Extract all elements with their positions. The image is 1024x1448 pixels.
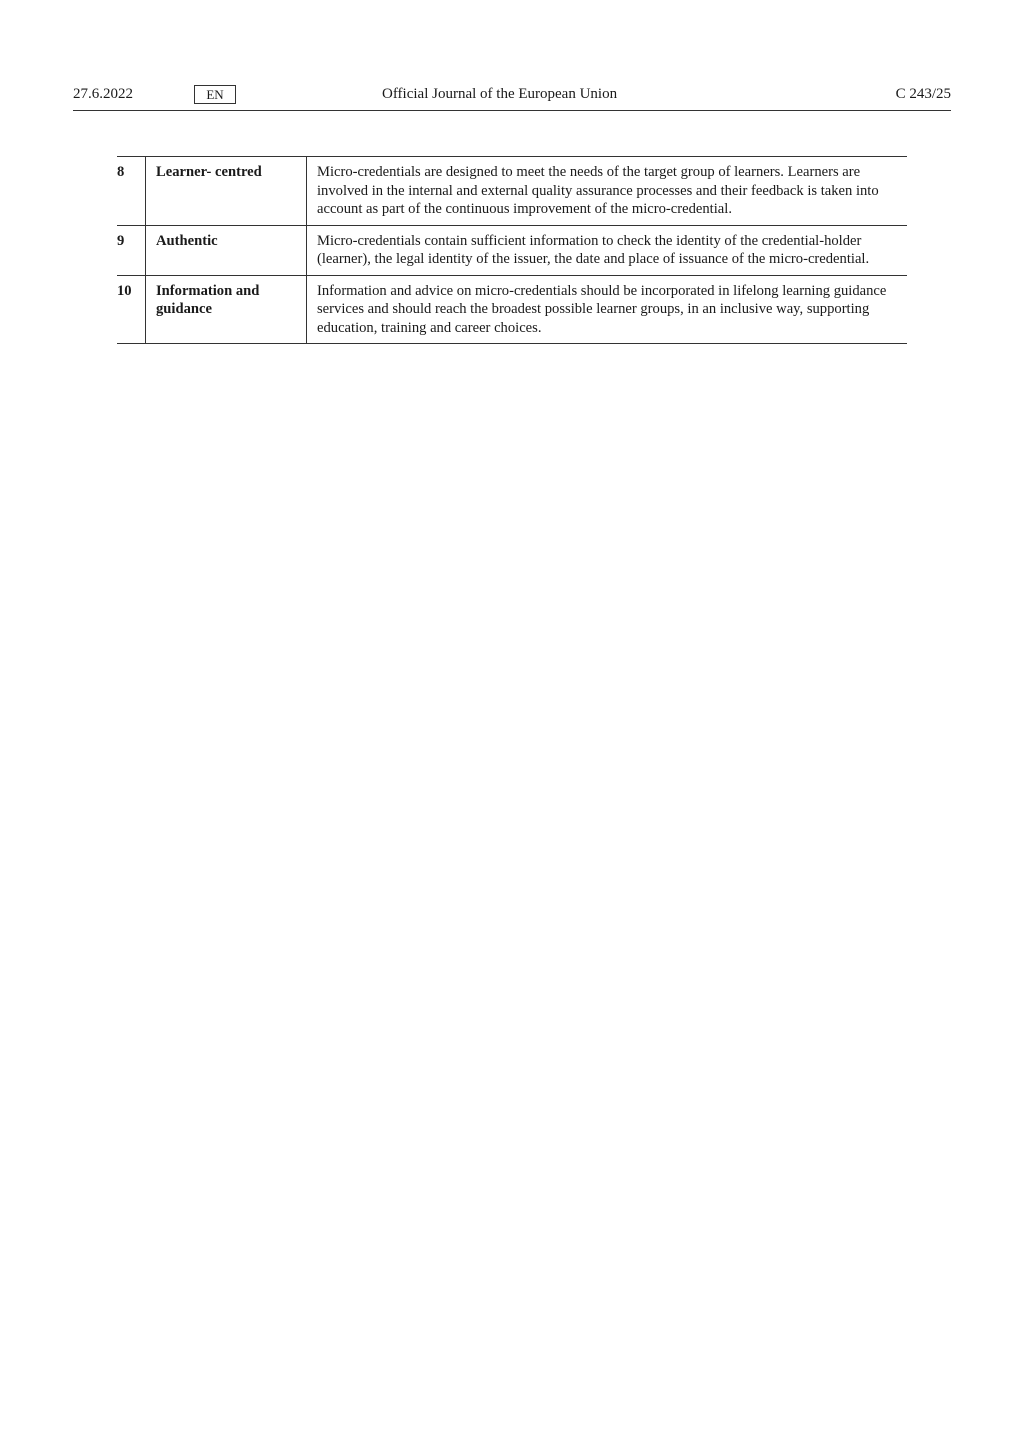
principles-table (117, 156, 907, 344)
table-row (117, 275, 907, 344)
principle-description: Micro-credentials contain sufficient information to check the identity of the credential-holder (learner), the legal identity of the issuer, the date and place of issuance of the micro-credential. (317, 232, 870, 267)
publication-date: 27.6.2022 (73, 86, 133, 102)
principle-name: Learner- centred (146, 157, 307, 226)
table-row (117, 157, 907, 226)
journal-title: Official Journal of the European Union (382, 86, 618, 102)
row-number: 10 (117, 275, 146, 344)
language-badge: EN (194, 85, 236, 104)
page-reference: C 243/25 (895, 86, 951, 102)
table-row (117, 225, 907, 275)
page-header (73, 84, 951, 111)
principle-name: Authentic (146, 225, 307, 275)
principle-description: Information and advice on micro-credentials should be incorporated in lifelong learning guidance services and should reach the broadest possible learner groups, in an inclusive way, supporting education, training and career choices. (317, 282, 887, 336)
row-number: 8 (117, 157, 146, 226)
principle-description: Micro-credentials are designed to meet the needs of the target group of learners. Learners are involved in the internal and external quality assurance processes and their feedback is taken into account as part of the continuous improvement of the micro-credential. (317, 164, 879, 217)
row-number: 9 (117, 225, 146, 275)
principle-name: Information and guidance (146, 275, 307, 344)
